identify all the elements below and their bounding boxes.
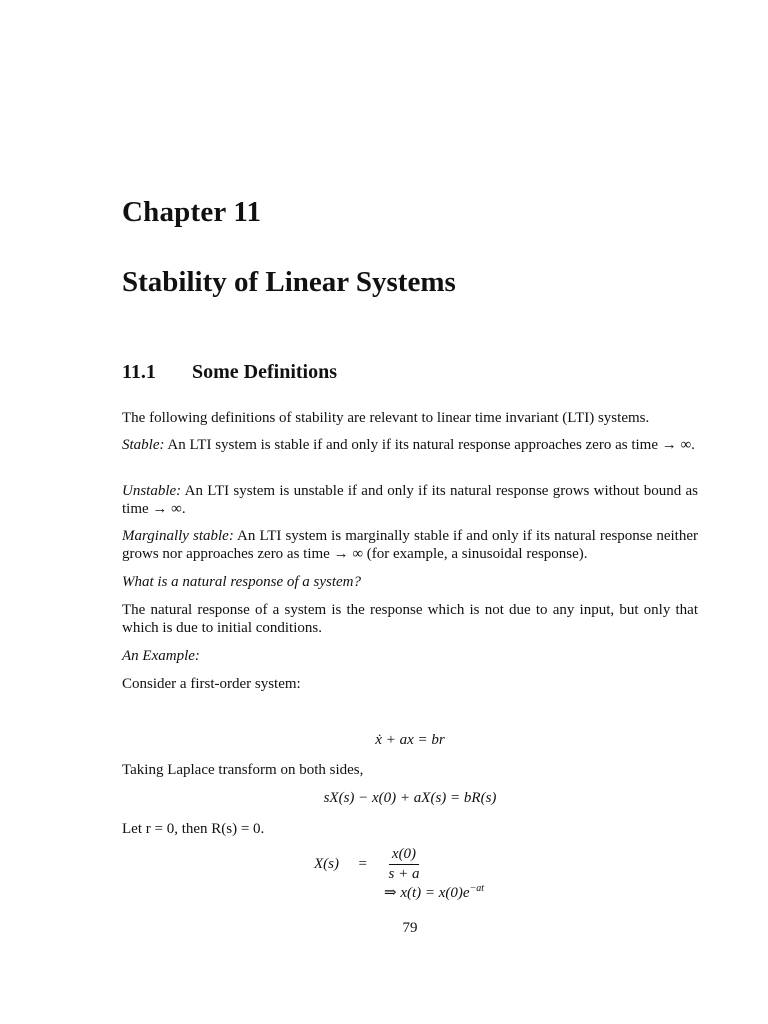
fraction-denominator: s + a — [388, 866, 420, 882]
marginal-definition — [122, 527, 698, 563]
chapter-title: Stability of Linear Systems — [122, 266, 456, 298]
equation-3 — [314, 846, 421, 883]
marginal-term: Marginally stable: — [122, 528, 234, 544]
example-label: An Example: — [122, 648, 200, 664]
answer-paragraph: The natural response of a system is the response which is not due to any input, but only that which is due to initial conditions. — [122, 602, 698, 636]
section-number: 11.1 — [122, 361, 156, 383]
equation-1: ẋ + ax = br — [375, 732, 445, 748]
intro-paragraph: The following definitions of stability are relevant to linear time invariant (LTI) systems. — [122, 410, 650, 426]
consider-line: Consider a first-order system: — [122, 676, 301, 692]
fraction-numerator: x(0) — [389, 846, 420, 865]
stable-text: An LTI system is stable if and only if its natural response approaches zero as time → ∞. — [164, 437, 695, 453]
unstable-definition — [122, 482, 698, 518]
question-line: What is a natural response of a system? — [122, 574, 362, 590]
equation-3-implication — [384, 883, 484, 902]
chapter-heading: Chapter 11 — [122, 196, 262, 228]
laplace-line: Taking Laplace transform on both sides, — [122, 762, 364, 778]
implication-exponent: −at — [469, 883, 485, 894]
unstable-text: An LTI system is unstable if and only if its natural response grows without bound as time → ∞. — [122, 483, 698, 517]
equation-3-rel: = — [358, 856, 367, 872]
section-heading — [122, 361, 337, 384]
let-line: Let r = 0, then R(s) = 0. — [122, 821, 265, 837]
implication-text: ⇒ x(t) = x(0)e — [384, 885, 470, 901]
marginal-text: An LTI system is marginally stable if and only if its natural response neither grows nor approaches zero as time → ∞ (for example, a sinusoidal response). — [122, 528, 699, 562]
stable-term: Stable: — [122, 437, 165, 453]
section-title: Some Definitions — [192, 361, 337, 383]
page-number: 79 — [402, 920, 418, 936]
equation-3-lhs: X(s) — [314, 856, 339, 872]
stable-definition — [122, 436, 698, 454]
equation-3-fraction — [389, 846, 420, 883]
equation-2: sX(s) − x(0) + aX(s) = bR(s) — [323, 790, 497, 806]
unstable-term: Unstable: — [122, 483, 182, 499]
